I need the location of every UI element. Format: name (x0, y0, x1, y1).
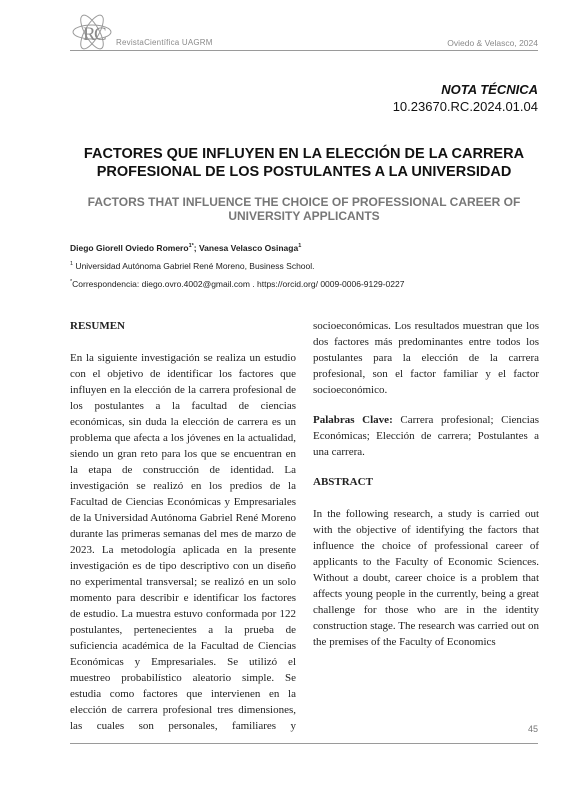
doi: 10.23670.RC.2024.01.04 (392, 99, 538, 114)
correspondence-text: Correspondencia: diego.ovro.4002@gmail.com . https://orcid.org/ 0009-0006-9129-0227 (72, 279, 405, 289)
page-header (70, 12, 538, 52)
correspondence (70, 279, 404, 289)
affiliation-text: Universidad Autónoma Gabriel René Moreno, Business School. (73, 261, 315, 271)
header-rule (70, 50, 538, 51)
running-head: Oviedo & Velasco, 2024 (447, 38, 538, 48)
author-separator: ; (193, 243, 199, 253)
affiliation-mark: 1 (70, 261, 74, 268)
note-type: NOTA TÉCNICA (441, 82, 538, 97)
title-spanish: FACTORES QUE INFLUYEN EN LA ELECCIÓN DE LA CARRERA PROFESIONAL DE LOS POSTULANTES A LA UNIVERSIDAD (83, 146, 525, 180)
resumen-text: En la siguiente investigación se realiza un estudio con el objetivo de identificar los factores que influyen en la elección de la carrera profesional de los postulantes a la facultad de ciencias económicas, sin duda la elección de carrera es un problema que afecta a los jóvenes en la actualidad, siendo un gran reto para los que se encuentran en la etapa de construcción de identidad. La investigación se realizó en los predios de la Facultad de Ciencias Económicas y Empresariales de la Universidad Autónoma Gabriel René Moreno durante las primeras semanas del mes de marzo de 2023. La metodología aplicada en la presente investigación es de tipo descriptivo con un diseño no experimental transversal; se realizó en un solo momento para describir e identificar los factores de estudio. La muestra estuvo conformada por 122 postulantes, pertenecientes a la prueba de suficiencia académica de la Facultad de Ciencias Económicas y Empresariales. Se utilizó el muestreo probabilístico aleatorio simple. Se estudia como factores que intervienen en la elección de carrera profesional tres dimensiones, las cuales son personales, familiares y (70, 352, 296, 732)
svg-text:R: R (83, 24, 96, 45)
svg-text:C: C (94, 24, 107, 45)
author-2: Vanesa Velasco Osinaga (198, 243, 299, 253)
keywords-text: Carrera profesional; Ciencias Económicas; Elección de carrera; Postulantes a una carrera. (313, 414, 539, 458)
correspondence-mark: * (70, 279, 73, 286)
authors (70, 243, 301, 253)
page-number: 45 (527, 724, 538, 734)
affiliation (70, 261, 315, 271)
abstract-heading: ABSTRACT (313, 476, 373, 488)
journal-name: RevistaCientífica UAGRM (116, 38, 213, 47)
keywords (313, 412, 539, 460)
resumen-heading: RESUMEN (70, 320, 126, 332)
footer-rule (70, 743, 538, 744)
keywords-label: Palabras Clave: (313, 414, 393, 426)
title-english: FACTORS THAT INFLUENCE THE CHOICE OF PROFESSIONAL CAREER OF UNIVERSITY APPLICANTS (87, 195, 521, 223)
abstract-text: In the following research, a study is carried out with the objective of identifying the factors that influence the choice of professional career of applicants to the Faculty of Economic Sciences. Without a doubt, career choice is a problem that affects young people in the currently, being a great challenge for those who are in the identity construction stage. The research was carried out on the premises of the Faculty of Economics (313, 508, 539, 648)
right-column (313, 318, 539, 650)
author-1: Diego Giorell Oviedo Romero (70, 243, 189, 253)
left-column (70, 318, 296, 734)
author-1-mark: 1* (188, 243, 194, 250)
resumen-continued: socioeconómicas. Los resultados muestran que los dos factores más predominantes entre todos los postulantes para la elección de la carrera profesional, son el factor familiar y el factor socioeconómico. (313, 320, 539, 396)
author-2-mark: 1 (298, 243, 302, 250)
journal-logo-icon (70, 12, 116, 52)
